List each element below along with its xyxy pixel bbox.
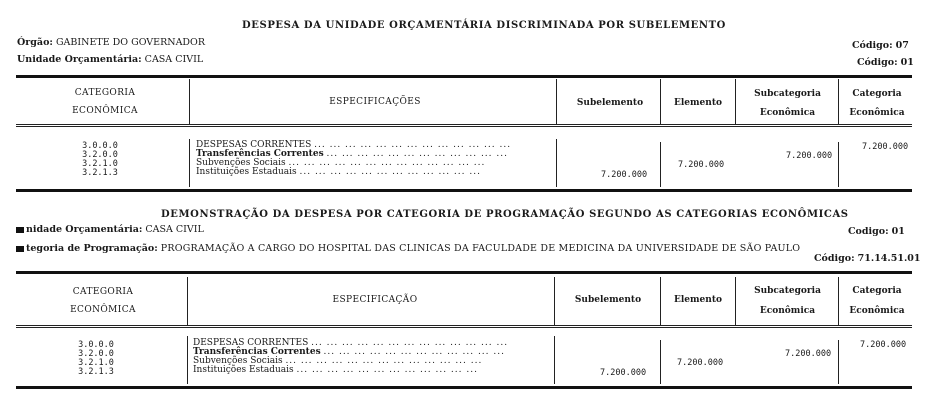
table-row-code: 3.2.1.3 — [82, 168, 118, 178]
table1-col-divider — [660, 142, 661, 187]
table-row-code: 3.2.1.3 — [78, 367, 114, 377]
unidade-label: Unidade Orçamentária: — [17, 54, 142, 65]
table2-col-divider — [838, 277, 839, 325]
orgao-line — [17, 37, 205, 48]
table-row-code: 3.2.0.0 — [82, 150, 118, 160]
codigo-value: 01 — [900, 57, 914, 68]
table-row — [193, 366, 508, 375]
leader-dots: ... ... ... ... ... ... ... ... ... ... ... ... ... — [314, 140, 512, 150]
unidade2-value: CASA CIVIL — [145, 224, 204, 235]
table2-col-divider — [554, 277, 555, 325]
table1-col-divider — [838, 142, 839, 187]
header-subcategoria — [740, 87, 835, 120]
codigo2-unidade — [848, 226, 905, 237]
programacao-label: tegoria de Programação: — [26, 243, 158, 254]
table1-top-rule — [16, 75, 912, 78]
table-row-code: 3.2.0.0 — [78, 349, 114, 359]
table1-col-divider — [189, 139, 190, 187]
header-categoria-line1: CATEGORIA — [74, 88, 136, 98]
header-categoria2 — [842, 284, 912, 318]
header-categoria-line1: CATEGORIA — [72, 287, 134, 297]
table2-bottom-rule — [16, 386, 912, 389]
binding-mark — [16, 246, 24, 252]
header-subelemento: Subelemento — [576, 98, 644, 108]
table1-specs — [196, 141, 511, 177]
table1-col-divider — [556, 139, 557, 187]
codigo-label: Código: — [852, 40, 893, 51]
table-row — [196, 168, 511, 177]
table2-col-divider — [735, 277, 736, 325]
spec-label: Subvenções Sociais — [193, 356, 283, 366]
table1-col-divider — [556, 79, 557, 124]
codigo-value: 07 — [895, 40, 909, 51]
leader-dots: ... ... ... ... ... ... ... ... ... ... ... ... ... — [288, 158, 486, 168]
header-categoria2 — [842, 87, 912, 120]
spec-label: Transferências Correntes — [196, 149, 324, 159]
table2-codes — [46, 341, 146, 377]
unidade-line — [17, 54, 203, 65]
leader-dots: ... ... ... ... ... ... ... ... ... ... ... ... — [299, 167, 481, 177]
table2-specs — [193, 339, 508, 375]
table1-bottom-rule — [16, 189, 912, 192]
value-elemento: 7.200.000 — [678, 160, 725, 170]
header-categoria2-line1: Categoria — [852, 89, 902, 99]
table1-col-divider — [735, 79, 736, 124]
header-categoria — [30, 86, 180, 118]
codigo-value: 71.14.51.01 — [857, 253, 921, 264]
value-elemento: 7.200.000 — [677, 358, 724, 368]
table2-col-divider — [838, 340, 839, 384]
value-subcategoria: 7.200.000 — [785, 349, 832, 359]
header-especificacoes: ESPECIFICAÇÕES — [329, 97, 421, 107]
table-row-code: 3.2.1.0 — [78, 358, 114, 368]
header-subcategoria-line1: Subcategoria — [754, 286, 821, 296]
value-categoria: 7.200.000 — [860, 340, 907, 350]
table2-col-divider — [660, 340, 661, 384]
unidade-value: CASA CIVIL — [144, 54, 204, 65]
header-subcategoria-line2: Econômica — [759, 108, 816, 118]
header-categoria-line2: ECONÔMICA — [72, 106, 138, 116]
table2-col-divider — [660, 277, 661, 325]
value-subcategoria: 7.200.000 — [786, 151, 833, 161]
unidade2-label: nidade Orçamentária: — [26, 224, 143, 235]
value-categoria: 7.200.000 — [862, 142, 909, 152]
header-subcategoria — [740, 284, 835, 318]
header-especificacoes: ESPECIFICAÇÃO — [332, 295, 418, 305]
table2-top-rule — [16, 271, 912, 274]
section2-title: DEMONSTRAÇÃO DA DESPESA POR CATEGORIA DE PROGRAMAÇÃO SEGUNDO AS CATEGORIAS ECONÔMICAS — [161, 209, 849, 220]
spec-label: Instituições Estaduais — [193, 365, 294, 375]
codigo-unidade — [857, 57, 914, 68]
table2-header-rule — [16, 325, 912, 328]
value-subelemento: 7.200.000 — [600, 368, 647, 378]
header-categoria — [28, 285, 178, 317]
table2-col-divider — [187, 277, 188, 325]
spec-label: DESPESAS CORRENTES — [193, 338, 309, 348]
leader-dots: ... ... ... ... ... ... ... ... ... ... ... ... — [323, 347, 505, 357]
table-row-code: 3.0.0.0 — [78, 340, 114, 350]
table-row-code: 3.2.1.0 — [82, 159, 118, 169]
unidade2-line — [26, 224, 204, 235]
header-categoria2-line2: Econômica — [849, 306, 905, 316]
spec-label: DESPESAS CORRENTES — [196, 140, 312, 150]
codigo-value: 01 — [891, 226, 905, 237]
programacao-value: PROGRAMAÇÃO A CARGO DO HOSPITAL DAS CLINICAS DA FACULDADE DE MEDICINA DA UNIVERSIDADE DE SÃO PAULO — [160, 243, 801, 254]
header-elemento: Elemento — [674, 98, 722, 108]
header-elemento: Elemento — [674, 295, 722, 305]
leader-dots: ... ... ... ... ... ... ... ... ... ... ... ... — [326, 149, 508, 159]
header-categoria2-line1: Categoria — [852, 286, 902, 296]
table1-col-divider — [660, 79, 661, 124]
table1-codes — [50, 142, 150, 178]
value-subelemento: 7.200.000 — [601, 170, 648, 180]
orgao-label: Órgão: — [17, 37, 53, 48]
table1-header-rule — [16, 124, 912, 127]
section1-title: DESPESA DA UNIDADE ORÇAMENTÁRIA DISCRIMINADA POR SUBELEMENTO — [242, 20, 726, 31]
leader-dots: ... ... ... ... ... ... ... ... ... ... ... ... ... — [285, 356, 483, 366]
table-row-code: 3.0.0.0 — [82, 141, 118, 151]
orgao-value: GABINETE DO GOVERNADOR — [55, 37, 205, 48]
table2-col-divider — [187, 336, 188, 384]
spec-label: Subvenções Sociais — [196, 158, 286, 168]
codigo-label: Código: — [857, 57, 898, 68]
programacao-line — [26, 243, 800, 254]
header-categoria-line2: ECONÔMICA — [70, 305, 136, 315]
header-subelemento: Subelemento — [574, 295, 642, 305]
header-subcategoria-line1: Subcategoria — [754, 89, 821, 99]
codigo-label: Código: — [814, 253, 855, 264]
spec-label: Transferências Correntes — [193, 347, 321, 357]
binding-mark — [16, 227, 24, 233]
codigo-orgao — [852, 40, 909, 51]
codigo-programacao — [814, 253, 920, 264]
table2-col-divider — [554, 336, 555, 384]
table1-col-divider — [189, 79, 190, 124]
spec-label: Instituições Estaduais — [196, 167, 297, 177]
leader-dots: ... ... ... ... ... ... ... ... ... ... ... ... — [296, 365, 478, 375]
codigo-label: Codigo: — [848, 226, 889, 237]
leader-dots: ... ... ... ... ... ... ... ... ... ... ... ... ... — [311, 338, 509, 348]
header-subcategoria-line2: Econômica — [759, 306, 816, 316]
header-categoria2-line2: Econômica — [849, 108, 905, 118]
table1-col-divider — [838, 79, 839, 124]
